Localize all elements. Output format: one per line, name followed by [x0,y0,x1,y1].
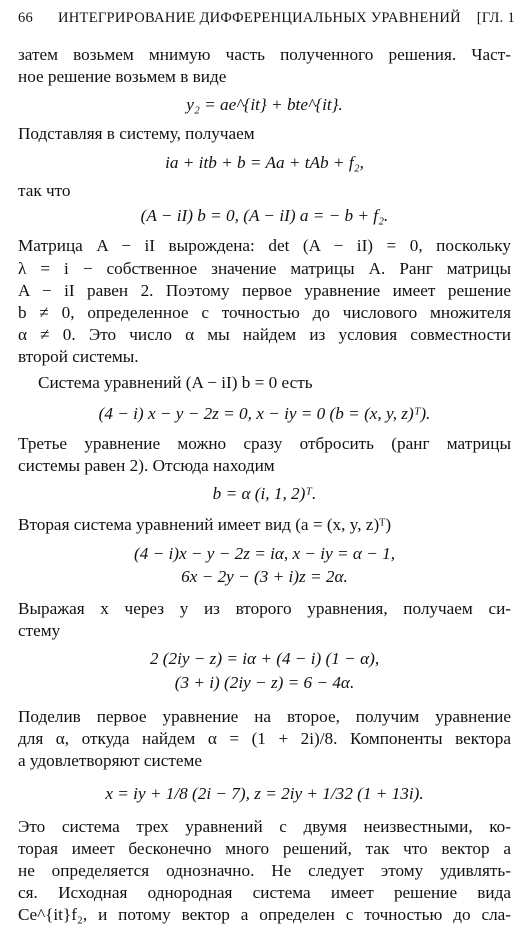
text-line: второй системы. [18,347,139,366]
equation: b = α (i, 1, 2)ᵀ. [212,484,317,503]
text-line: Поделив первое уравнение на второе, получим уравнение [18,707,511,726]
text-line: Вторая система уравнений имеет вид (a = (x, y, z)ᵀ) [18,515,392,534]
text-line: λ = i − собственное значение матрицы A. Ранг матрицы [18,259,511,278]
text-line: ное решение возьмем в виде [18,67,227,86]
text-line: Подставляя в систему, получаем [18,124,255,143]
text-line: ся. Исходная однородная система имеет решение вида [18,883,511,902]
text-line: b ≠ 0, определенное с точностью до числового множителя [18,303,511,322]
page-number: 66 [18,10,34,26]
text-line: торая имеет бесконечно много решений, так что вектор a [18,839,511,858]
text-line: не определяется однозначно. Не следует этому удивлять- [18,861,511,880]
text-line: затем возьмем мнимую часть полученного решения. Част- [18,45,511,64]
equation: (4 − i)x − y − 2z = iα, x − iy = α − 1, [133,544,396,563]
text-line: так что [18,181,71,200]
text-line: α ≠ 0. Это число α мы найдем из условия совместности [18,325,511,344]
text-line: A − iI равен 2. Поэтому первое уравнение имеет решение [18,281,511,300]
equation: 2 (2iy − z) = iα + (4 − i) (1 − α), [149,649,380,668]
text-line: для α, откуда найдем α = (1 + 2i)/8. Компоненты вектора [18,729,511,748]
text-line: системы равен 2). Отсюда находим [18,456,275,475]
text-line: Матрица A − iI вырождена: det (A − iI) = 0, поскольку [18,236,511,255]
text-line: стему [18,621,61,640]
equation: (3 + i) (2iy − z) = 6 − 4α. [174,673,355,692]
chapter-marker: [ГЛ. 1 [476,10,515,26]
equation: x = iy + 1/8 (2i − 7), z = 2iy + 1/32 (1 + 13i). [105,784,424,803]
text-line: Выражая x через y из второго уравнения, получаем си- [18,599,511,618]
equation: 6x − 2y − (3 + i)z = 2α. [181,567,348,586]
text-line: Система уравнений (A − iI) b = 0 есть [38,373,313,392]
running-title: ИНТЕГРИРОВАНИЕ ДИФФЕРЕНЦИАЛЬНЫХ УРАВНЕНИЙ [58,10,461,26]
equation: ia + itb + b = Aa + tAb + f₂, [165,153,364,172]
text-line: Третье уравнение можно сразу отбросить (ранг матрицы [18,434,511,453]
text-line: a удовлетворяют системе [18,751,202,770]
text-line: Ce^{it}f₂, и потому вектор a определен с точностью до сла- [18,905,511,924]
text-line: Это система трех уравнений с двумя неизвестными, ко- [18,817,511,836]
equation: (A − iI) b = 0, (A − iI) a = − b + f₂. [140,206,389,225]
equation: (4 − i) x − y − 2z = 0, x − iy = 0 (b = (x, y, z)ᵀ). [98,404,431,423]
equation: y₂ = ae^{it} + bte^{it}. [186,95,343,114]
